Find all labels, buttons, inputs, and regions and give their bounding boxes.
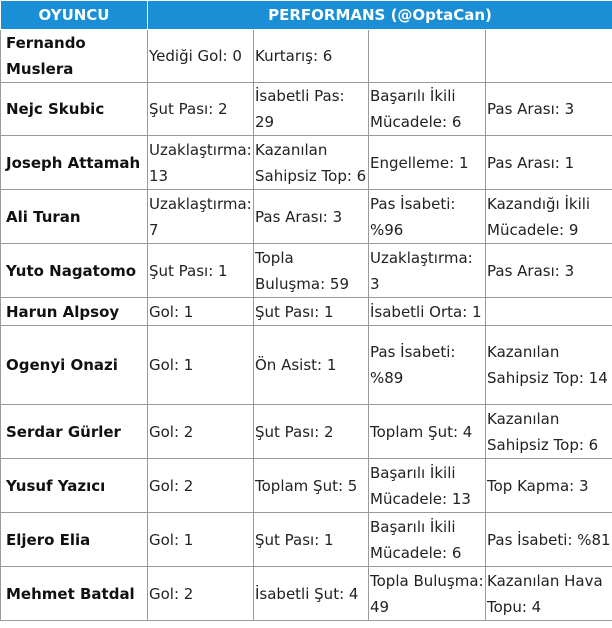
table-row: [1, 326, 612, 405]
stat-cell: Başarılı İkili Mücadele: 13: [369, 459, 486, 513]
player-name: Harun Alpsoy: [1, 298, 148, 326]
stat-cell: İsabetli Pas: 29: [254, 83, 369, 136]
stat-cell: Kazanılan Sahipsiz Top: 6: [254, 136, 369, 190]
table-row: [1, 136, 612, 190]
stat-cell: Uzaklaştırma: 3: [369, 244, 486, 298]
table-row: [1, 567, 612, 621]
header-row: [1, 1, 612, 30]
stat-cell: Pas Arası: 3: [486, 83, 612, 136]
stat-cell: Gol: 1: [148, 298, 254, 326]
player-name: Ali Turan: [1, 190, 148, 244]
stat-cell: Pas Arası: 3: [486, 244, 612, 298]
stat-cell: Topla Buluşma: 59: [254, 244, 369, 298]
stat-cell: Yediği Gol: 0: [148, 30, 254, 83]
stat-cell: Pas Arası: 1: [486, 136, 612, 190]
stat-cell: Pas Arası: 3: [254, 190, 369, 244]
table-row: [1, 405, 612, 459]
stat-cell: Engelleme: 1: [369, 136, 486, 190]
stat-cell: Gol: 1: [148, 513, 254, 567]
player-name: Yusuf Yazıcı: [1, 459, 148, 513]
performance-column-header: PERFORMANS (@OptaCan): [148, 1, 612, 30]
stat-cell: İsabetli Şut: 4: [254, 567, 369, 621]
stat-cell: Uzaklaştırma: 13: [148, 136, 254, 190]
stat-cell: Şut Pası: 1: [254, 513, 369, 567]
stat-cell: Pas İsabeti: %96: [369, 190, 486, 244]
stat-cell: Başarılı İkili Mücadele: 6: [369, 513, 486, 567]
stat-cell: Gol: 2: [148, 567, 254, 621]
stat-cell: Top Kapma: 3: [486, 459, 612, 513]
table-row: [1, 190, 612, 244]
table-row: [1, 459, 612, 513]
stat-cell: Şut Pası: 2: [254, 405, 369, 459]
player-name: Eljero Elia: [1, 513, 148, 567]
stat-cell: Gol: 2: [148, 405, 254, 459]
stat-cell: Gol: 1: [148, 326, 254, 405]
table-row: [1, 513, 612, 567]
stat-cell: Toplam Şut: 5: [254, 459, 369, 513]
stat-cell: Pas İsabeti: %81: [486, 513, 612, 567]
stat-cell: İsabetli Orta: 1: [369, 298, 486, 326]
stat-cell: Uzaklaştırma: 7: [148, 190, 254, 244]
table-row: [1, 30, 612, 83]
stat-cell: Kurtarış: 6: [254, 30, 369, 83]
stat-cell: Toplam Şut: 4: [369, 405, 486, 459]
stat-cell: Şut Pası: 1: [254, 298, 369, 326]
stat-cell: [486, 30, 612, 83]
player-name: Ogenyi Onazi: [1, 326, 148, 405]
stat-cell: [486, 298, 612, 326]
stat-cell: Kazandığı İkili Mücadele: 9: [486, 190, 612, 244]
stat-cell: Kazanılan Sahipsiz Top: 6: [486, 405, 612, 459]
stat-cell: Başarılı İkili Mücadele: 6: [369, 83, 486, 136]
player-name: Serdar Gürler: [1, 405, 148, 459]
stat-cell: Şut Pası: 2: [148, 83, 254, 136]
stat-cell: Gol: 2: [148, 459, 254, 513]
player-name: Yuto Nagatomo: [1, 244, 148, 298]
stat-cell: Kazanılan Hava Topu: 4: [486, 567, 612, 621]
table-row: [1, 298, 612, 326]
player-name: Fernando Muslera: [1, 30, 148, 83]
table-row: [1, 83, 612, 136]
table-row: [1, 244, 612, 298]
stat-cell: Kazanılan Sahipsiz Top: 14: [486, 326, 612, 405]
stat-cell: Ön Asist: 1: [254, 326, 369, 405]
stat-cell: Pas İsabeti: %89: [369, 326, 486, 405]
player-name: Joseph Attamah: [1, 136, 148, 190]
stat-cell: Şut Pası: 1: [148, 244, 254, 298]
player-name: Nejc Skubic: [1, 83, 148, 136]
stat-cell: Topla Buluşma: 49: [369, 567, 486, 621]
player-name: Mehmet Batdal: [1, 567, 148, 621]
player-column-header: OYUNCU: [1, 1, 148, 30]
stat-cell: [369, 30, 486, 83]
